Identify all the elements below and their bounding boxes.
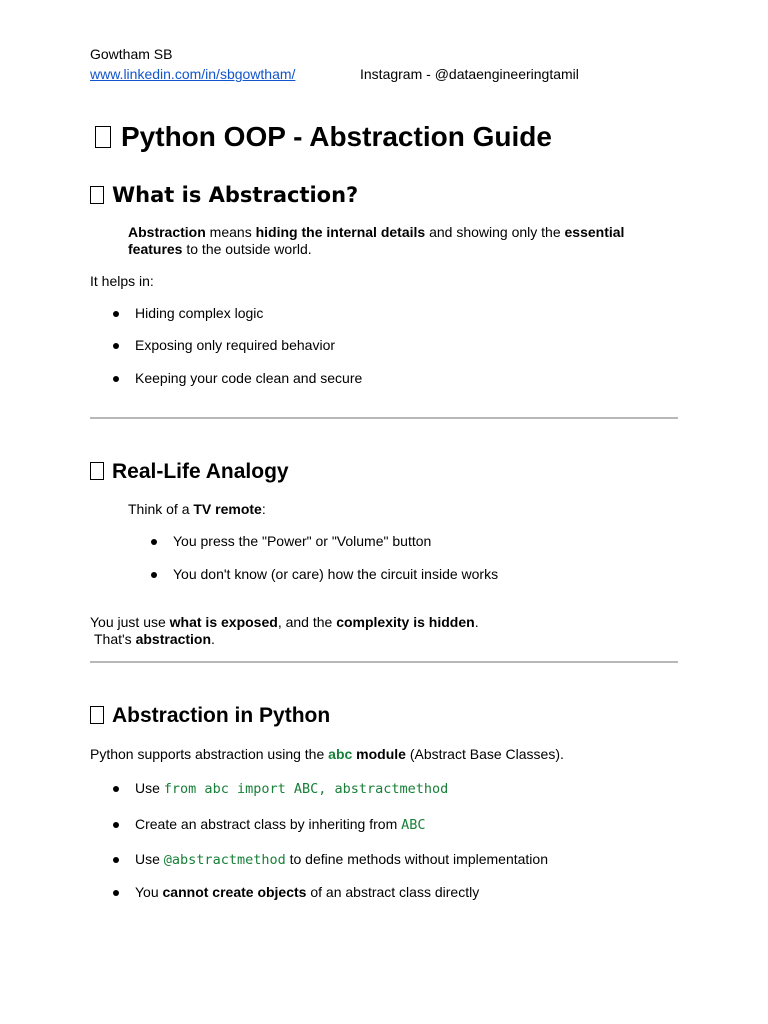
- list-item: You cannot create objects of an abstract class directly: [135, 884, 479, 901]
- thats-abstraction: That's abstraction.: [94, 631, 215, 647]
- page-title-text: Python OOP - Abstraction Guide: [121, 121, 552, 152]
- bullet-icon: [151, 539, 157, 545]
- page-title: [95, 120, 552, 154]
- list-item: Use @abstractmethod to define methods without implementation: [135, 851, 548, 869]
- missing-glyph-icon: [90, 462, 104, 480]
- decorator-code: @abstractmethod: [163, 852, 286, 868]
- bullet-icon: [113, 311, 119, 317]
- bullet-icon: [151, 572, 157, 578]
- list-item: Hiding complex logic: [135, 305, 263, 322]
- bullet-icon: [113, 890, 119, 896]
- exposed-summary: You just use what is exposed, and the complexity is hidden.: [90, 614, 479, 630]
- list-item: You press the "Power" or "Volume" button: [173, 533, 431, 550]
- abc-intro: Python supports abstraction using the abc module (Abstract Base Classes).: [90, 746, 564, 762]
- missing-glyph-icon: [90, 706, 104, 724]
- list-item: Exposing only required behavior: [135, 337, 335, 354]
- import-code: from abc import ABC, abstractmethod: [163, 781, 449, 797]
- bullet-icon: [113, 857, 119, 863]
- bullet-icon: [113, 343, 119, 349]
- tv-remote-intro: Think of a TV remote:: [128, 501, 266, 517]
- section-heading-what-is: What is Abstraction?: [90, 183, 358, 207]
- list-item: You don't know (or care) how the circuit inside works: [173, 566, 498, 583]
- section-divider: [90, 417, 678, 419]
- missing-glyph-icon: [90, 186, 104, 204]
- list-item: Keeping your code clean and secure: [135, 370, 362, 387]
- abc-code: ABC: [401, 817, 426, 833]
- section-heading-analogy: Real-Life Analogy: [90, 460, 289, 484]
- list-item: Use from abc import ABC, abstractmethod: [135, 780, 448, 798]
- contact-row: [90, 66, 690, 83]
- section-heading-python: Abstraction in Python: [90, 704, 330, 728]
- list-item: Create an abstract class by inheriting from ABC: [135, 816, 426, 834]
- abstraction-definition: Abstraction means hiding the internal details and showing only the essential features to the outside world.: [128, 224, 625, 257]
- author-name: Gowtham SB: [90, 46, 173, 62]
- bullet-icon: [113, 786, 119, 792]
- helps-in-label: It helps in:: [90, 273, 154, 289]
- linkedin-link[interactable]: www.linkedin.com/in/sbgowtham/: [90, 66, 296, 82]
- missing-glyph-icon: [95, 126, 111, 148]
- instagram-handle: Instagram - @dataengineeringtamil: [360, 66, 579, 82]
- section-divider: [90, 661, 678, 663]
- bullet-icon: [113, 822, 119, 828]
- bullet-icon: [113, 376, 119, 382]
